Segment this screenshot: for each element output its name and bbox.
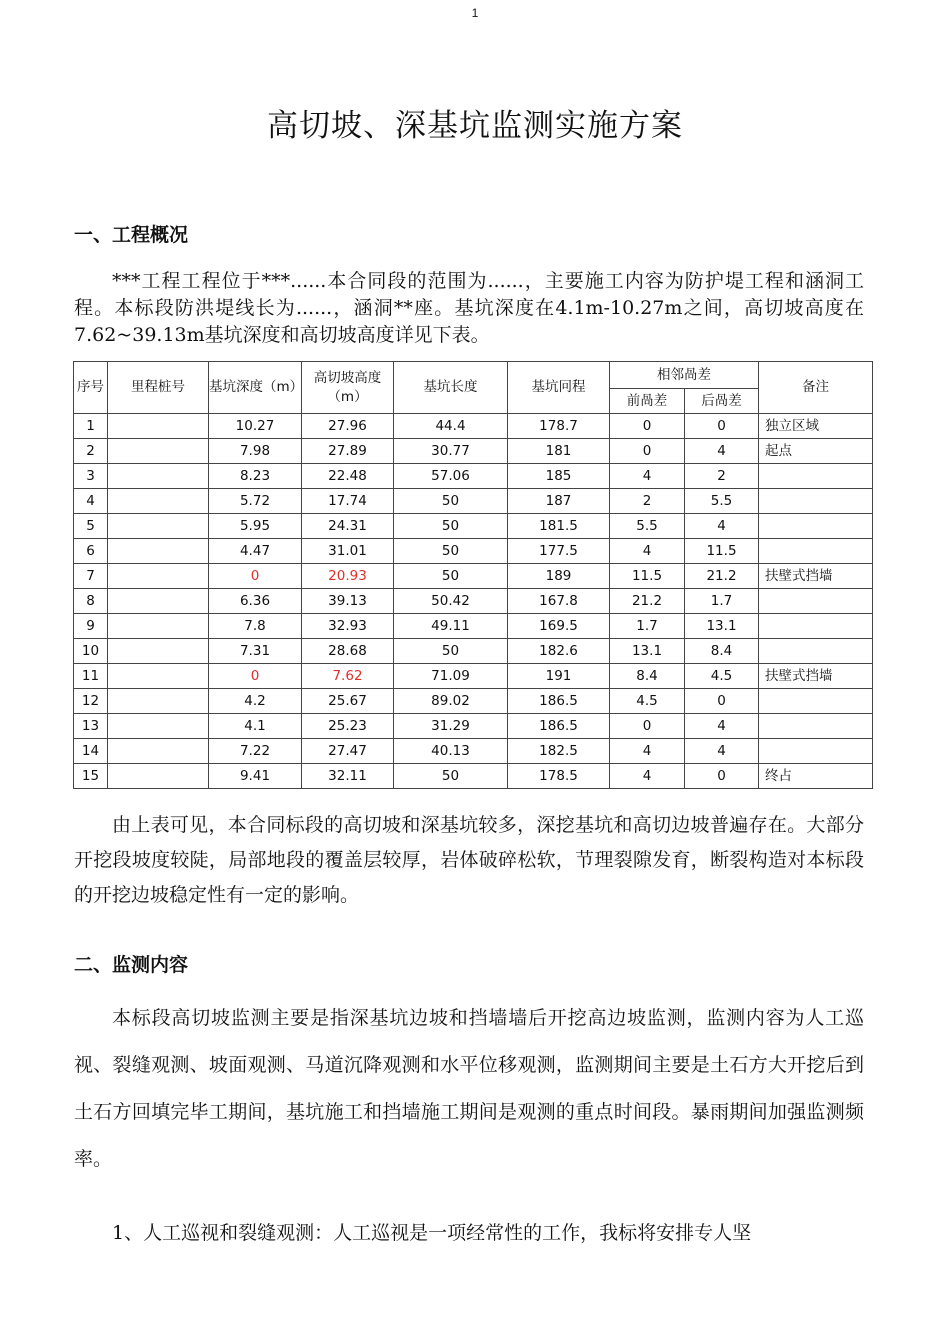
header-index: 序号 <box>74 362 108 414</box>
cell-slope-height: 17.74 <box>302 489 394 514</box>
cell-station <box>108 564 209 589</box>
table-row <box>74 564 873 589</box>
section-2-item-1 <box>74 1218 864 1248</box>
cell-station <box>108 764 209 789</box>
cell-slope-height: 28.68 <box>302 639 394 664</box>
cell-diff-back: 4 <box>685 439 759 464</box>
cell-length: 50 <box>394 514 508 539</box>
cell-index: 4 <box>74 489 108 514</box>
cell-length: 40.13 <box>394 739 508 764</box>
cell-station <box>108 714 209 739</box>
table-row <box>74 414 873 439</box>
cell-length: 50 <box>394 764 508 789</box>
section-1-intro <box>74 268 864 349</box>
cell-slope-height: 22.48 <box>302 464 394 489</box>
cell-depth: 10.27 <box>209 414 302 439</box>
cell-elevation: 178.7 <box>508 414 610 439</box>
table-row <box>74 539 873 564</box>
cell-diff-front: 5.5 <box>610 514 685 539</box>
cell-elevation: 182.5 <box>508 739 610 764</box>
cell-elevation: 167.8 <box>508 589 610 614</box>
cell-diff-back: 21.2 <box>685 564 759 589</box>
header-diff-front: 前咼差 <box>610 389 685 414</box>
table-row <box>74 589 873 614</box>
cell-index: 7 <box>74 564 108 589</box>
cell-diff-front: 0 <box>610 414 685 439</box>
cell-index: 13 <box>74 714 108 739</box>
cell-station <box>108 439 209 464</box>
cell-note <box>759 639 873 664</box>
cell-diff-back: 1.7 <box>685 589 759 614</box>
cell-diff-front: 8.4 <box>610 664 685 689</box>
cell-diff-front: 4 <box>610 539 685 564</box>
cell-elevation: 169.5 <box>508 614 610 639</box>
cell-slope-height: 32.11 <box>302 764 394 789</box>
cell-depth: 9.41 <box>209 764 302 789</box>
cell-length: 50 <box>394 489 508 514</box>
cell-note <box>759 489 873 514</box>
cell-index: 9 <box>74 614 108 639</box>
table-row <box>74 614 873 639</box>
cell-length: 49.11 <box>394 614 508 639</box>
cell-diff-front: 4 <box>610 464 685 489</box>
item-1-text: 1、人工巡视和裂缝观测：人工巡视是一项经常性的工作，我标将安排专人坚 <box>112 1222 752 1244</box>
cell-station <box>108 639 209 664</box>
cell-station <box>108 589 209 614</box>
cell-elevation: 189 <box>508 564 610 589</box>
cell-diff-back: 5.5 <box>685 489 759 514</box>
cell-index: 14 <box>74 739 108 764</box>
cell-diff-back: 13.1 <box>685 614 759 639</box>
cell-length: 50 <box>394 564 508 589</box>
table-row <box>74 439 873 464</box>
cell-length: 44.4 <box>394 414 508 439</box>
cell-diff-front: 4 <box>610 764 685 789</box>
cell-length: 50 <box>394 639 508 664</box>
cell-station <box>108 689 209 714</box>
cell-length: 50.42 <box>394 589 508 614</box>
cell-length: 57.06 <box>394 464 508 489</box>
cell-station <box>108 414 209 439</box>
cell-depth: 4.2 <box>209 689 302 714</box>
table-row <box>74 764 873 789</box>
cell-length: 89.02 <box>394 689 508 714</box>
cell-note <box>759 514 873 539</box>
cell-diff-back: 0 <box>685 689 759 714</box>
cell-note <box>759 714 873 739</box>
cell-diff-back: 8.4 <box>685 639 759 664</box>
cell-diff-front: 11.5 <box>610 564 685 589</box>
cell-depth: 5.95 <box>209 514 302 539</box>
monitoring-paragraph: 本标段高切坡监测主要是指深基坑边坡和挡墙墙后开挖高边坡监测，监测内容为人工巡视、裂缝观测、坡面观测、马道沉降观测和水平位移观测，监测期间主要是土石方大开挖后到土石方回填完毕工期间，基坑施工和挡墙施工期间是观测的重点时间段。暴雨期间加强监测频率。 <box>74 1007 864 1170</box>
header-elevation: 基坑冋程 <box>508 362 610 414</box>
section-2-heading: 二、监测内容 <box>74 954 189 976</box>
cell-station <box>108 539 209 564</box>
cell-index: 5 <box>74 514 108 539</box>
excavation-table <box>73 361 873 789</box>
cell-diff-back: 4.5 <box>685 664 759 689</box>
cell-slope-height: 27.47 <box>302 739 394 764</box>
cell-diff-front: 0 <box>610 714 685 739</box>
section-2-body <box>74 995 864 1183</box>
cell-note <box>759 689 873 714</box>
cell-elevation: 182.6 <box>508 639 610 664</box>
cell-slope-height: 39.13 <box>302 589 394 614</box>
cell-elevation: 186.5 <box>508 714 610 739</box>
cell-diff-front: 4 <box>610 739 685 764</box>
cell-diff-front: 2 <box>610 489 685 514</box>
cell-diff-back: 0 <box>685 764 759 789</box>
cell-diff-back: 2 <box>685 464 759 489</box>
cell-station <box>108 739 209 764</box>
header-slope-height: 高切坡高度（m） <box>302 362 394 414</box>
cell-elevation: 185 <box>508 464 610 489</box>
cell-diff-front: 13.1 <box>610 639 685 664</box>
table-row <box>74 514 873 539</box>
cell-elevation: 191 <box>508 664 610 689</box>
cell-diff-back: 0 <box>685 414 759 439</box>
summary-paragraph: 由上表可见，本合同标段的高切坡和深基坑较多，深挖基坑和高切边坡普遍存在。大部分开挖段坡度较陡，局部地段的覆盖层较厚，岩体破碎松软，节理裂隙发育，断裂构造对本标段的开挖边坡稳定性有一定的影响。 <box>74 814 864 906</box>
cell-depth: 0 <box>209 564 302 589</box>
cell-index: 6 <box>74 539 108 564</box>
table-row <box>74 689 873 714</box>
cell-depth: 7.22 <box>209 739 302 764</box>
cell-note: 扶壁式挡墙 <box>759 664 873 689</box>
table-row <box>74 639 873 664</box>
cell-length: 50 <box>394 539 508 564</box>
cell-length: 31.29 <box>394 714 508 739</box>
cell-slope-height: 24.31 <box>302 514 394 539</box>
header-length: 基坑长度 <box>394 362 508 414</box>
cell-note <box>759 464 873 489</box>
cell-elevation: 181.5 <box>508 514 610 539</box>
cell-diff-back: 4 <box>685 739 759 764</box>
cell-slope-height: 27.89 <box>302 439 394 464</box>
cell-length: 71.09 <box>394 664 508 689</box>
cell-elevation: 181 <box>508 439 610 464</box>
cell-depth: 6.36 <box>209 589 302 614</box>
cell-slope-height: 7.62 <box>302 664 394 689</box>
page-number: 1 <box>471 6 479 20</box>
cell-note <box>759 589 873 614</box>
cell-diff-back: 4 <box>685 714 759 739</box>
cell-length: 30.77 <box>394 439 508 464</box>
document-title: 高切坡、深基坑监测实施方案 <box>267 108 683 144</box>
cell-note: 独立区域 <box>759 414 873 439</box>
cell-elevation: 186.5 <box>508 689 610 714</box>
table-row <box>74 739 873 764</box>
cell-note: 扶壁式挡墙 <box>759 564 873 589</box>
cell-index: 10 <box>74 639 108 664</box>
cell-note <box>759 539 873 564</box>
header-note: 备注 <box>759 362 873 414</box>
cell-index: 3 <box>74 464 108 489</box>
cell-slope-height: 25.67 <box>302 689 394 714</box>
cell-station <box>108 614 209 639</box>
cell-elevation: 178.5 <box>508 764 610 789</box>
cell-slope-height: 32.93 <box>302 614 394 639</box>
cell-slope-height: 27.96 <box>302 414 394 439</box>
cell-diff-back: 11.5 <box>685 539 759 564</box>
cell-depth: 7.31 <box>209 639 302 664</box>
table-row <box>74 714 873 739</box>
cell-index: 11 <box>74 664 108 689</box>
intro-paragraph: ***工程工程位于***......本合同段的范围为......，主要施工内容为防护堤工程和涵洞工程。本标段防洪堤线长为......，涵洞**座。基坑深度在4.1m-10.27m之间，高切坡高度在7.62~39.13m基坑深度和高切坡高度详见下表。 <box>74 270 864 346</box>
cell-slope-height: 20.93 <box>302 564 394 589</box>
table-row <box>74 664 873 689</box>
cell-note: 起点 <box>759 439 873 464</box>
header-depth: 基坑深度（m） <box>209 362 302 414</box>
cell-diff-front: 0 <box>610 439 685 464</box>
header-diff-back: 后咼差 <box>685 389 759 414</box>
table-row <box>74 489 873 514</box>
cell-elevation: 187 <box>508 489 610 514</box>
cell-depth: 7.98 <box>209 439 302 464</box>
cell-diff-front: 21.2 <box>610 589 685 614</box>
table-row <box>74 464 873 489</box>
section-1-heading: 一、工程概况 <box>74 224 189 246</box>
cell-depth: 7.8 <box>209 614 302 639</box>
cell-diff-front: 4.5 <box>610 689 685 714</box>
cell-index: 1 <box>74 414 108 439</box>
cell-depth: 4.47 <box>209 539 302 564</box>
cell-station <box>108 464 209 489</box>
cell-diff-back: 4 <box>685 514 759 539</box>
cell-index: 2 <box>74 439 108 464</box>
cell-note <box>759 739 873 764</box>
header-station: 里程桩号 <box>108 362 209 414</box>
section-1-summary <box>74 808 864 913</box>
header-diff-group: 相邻咼差 <box>610 362 759 389</box>
cell-note <box>759 614 873 639</box>
cell-slope-height: 31.01 <box>302 539 394 564</box>
cell-slope-height: 25.23 <box>302 714 394 739</box>
cell-station <box>108 489 209 514</box>
cell-index: 8 <box>74 589 108 614</box>
cell-depth: 0 <box>209 664 302 689</box>
cell-depth: 8.23 <box>209 464 302 489</box>
cell-station <box>108 664 209 689</box>
cell-index: 15 <box>74 764 108 789</box>
cell-station <box>108 514 209 539</box>
cell-note: 终占 <box>759 764 873 789</box>
cell-depth: 4.1 <box>209 714 302 739</box>
cell-elevation: 177.5 <box>508 539 610 564</box>
cell-index: 12 <box>74 689 108 714</box>
cell-depth: 5.72 <box>209 489 302 514</box>
cell-diff-front: 1.7 <box>610 614 685 639</box>
